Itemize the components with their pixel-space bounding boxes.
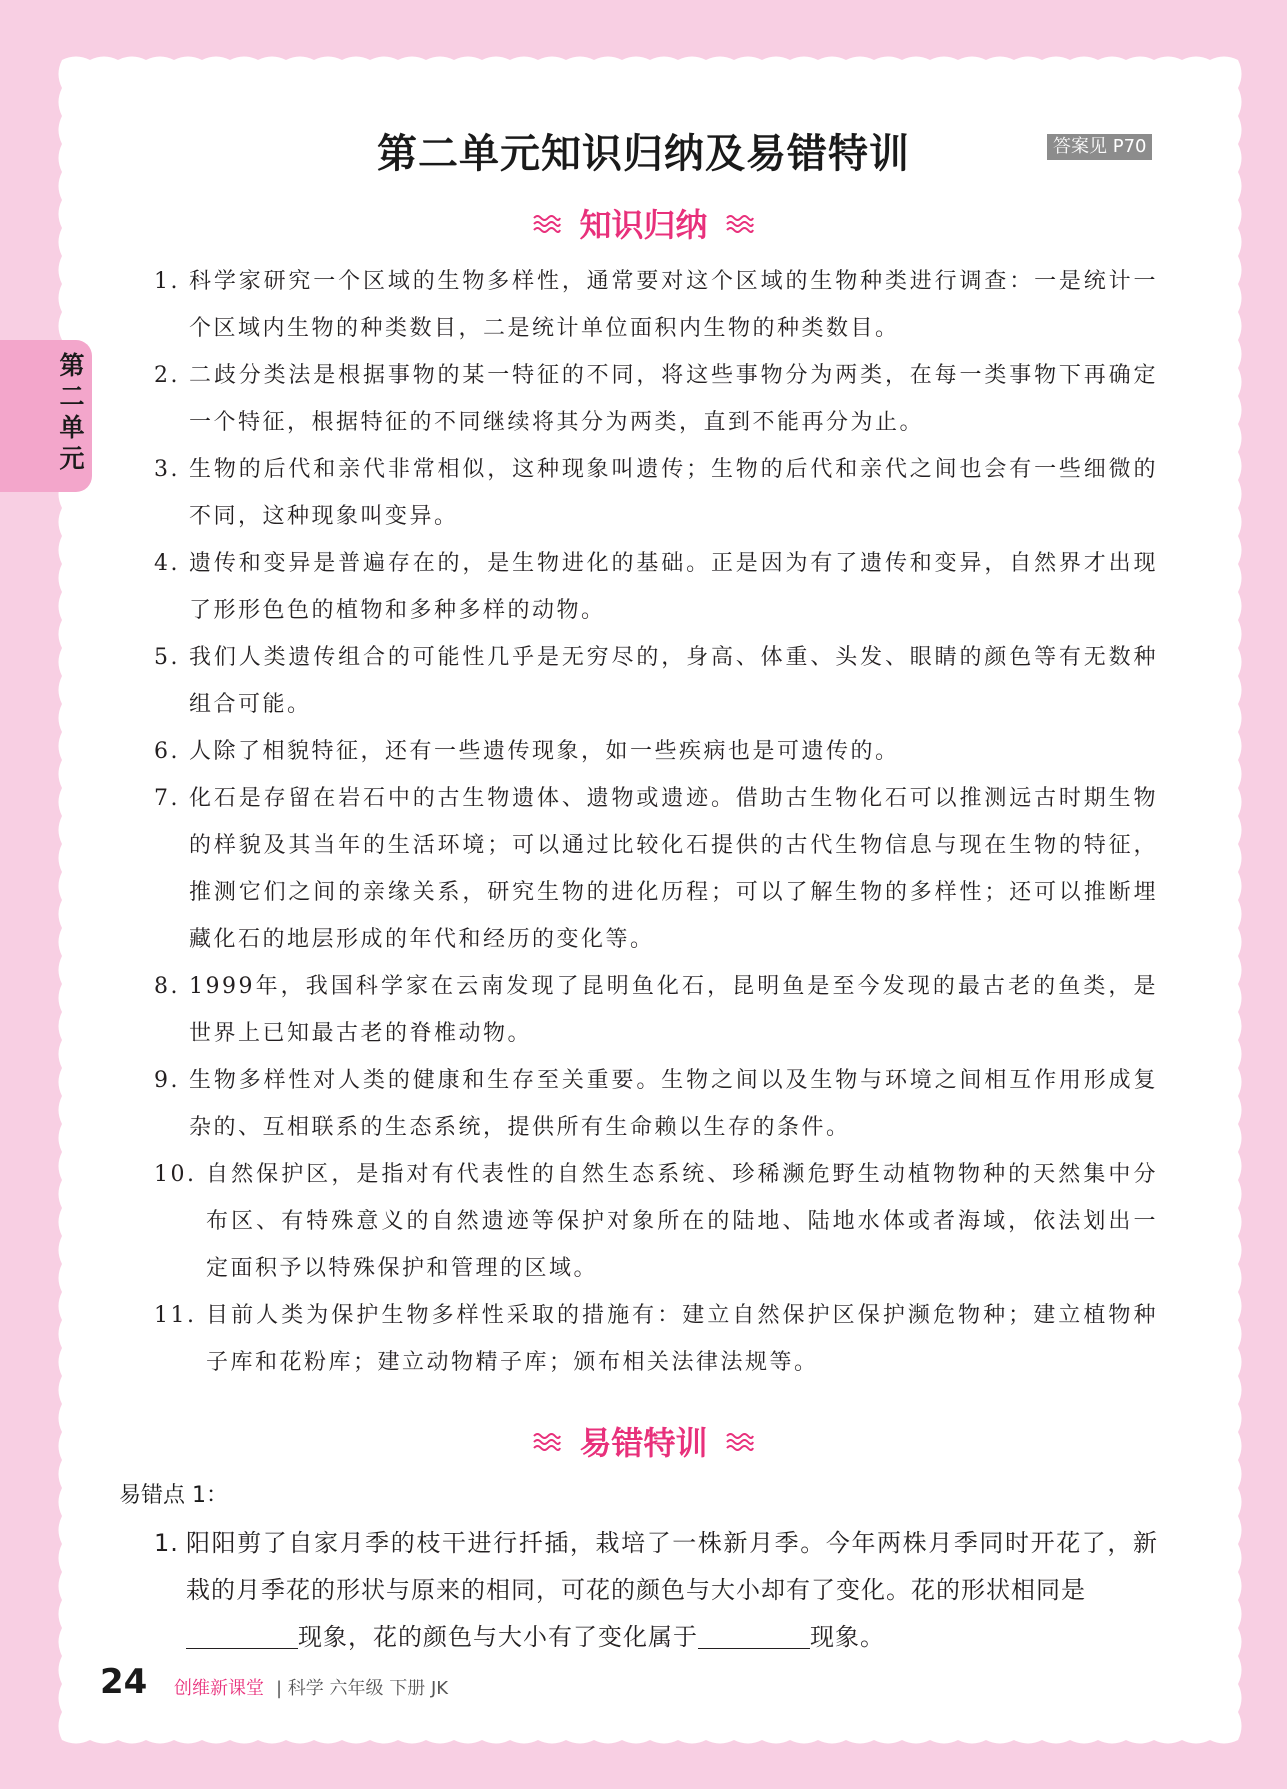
item-number: 7.	[154, 786, 180, 811]
item-number: 3.	[154, 457, 180, 482]
question-body	[154, 1520, 1158, 1661]
knowledge-item	[154, 634, 1158, 728]
item-text: 自然保护区，是指对有代表性的自然生态系统、珍稀濒危野生动植物物种的天然集中分布区、有特殊意义的自然遗迹等保护对象所在的陆地、陆地水体或者海域，依法划出一定面积予以特殊保护和管理的区域。	[206, 1162, 1158, 1281]
item-text: 生物多样性对人类的健康和生存至关重要。生物之间以及生物与环境之间相互作用形成复杂的、互相联系的生态系统，提供所有生命赖以生存的条件。	[189, 1068, 1158, 1140]
practice-question	[154, 1520, 1158, 1661]
errors-section-heading	[0, 1418, 1287, 1464]
answer-blank-2[interactable]	[698, 1621, 810, 1649]
item-number: 11.	[154, 1303, 197, 1328]
item-number: 10.	[154, 1162, 197, 1187]
item-number: 5.	[154, 645, 180, 670]
item-number: 9.	[154, 1068, 180, 1093]
error-point-label: 易错点 1：	[119, 1483, 228, 1508]
answer-reference-badge: 答案见 P70	[1047, 134, 1152, 160]
page-number: 24	[100, 1662, 148, 1702]
item-text: 目前人类为保护生物多样性采取的措施有：建立自然保护区保护濒危物种；建立植物种子库和花粉库；建立动物精子库；颁布相关法律法规等。	[206, 1303, 1158, 1375]
page-title: 第二单元知识归纳及易错特训	[377, 131, 910, 177]
knowledge-heading-label: 知识归纳	[579, 206, 708, 244]
question-number: 1.	[154, 1529, 179, 1557]
item-text: 遗传和变异是普遍存在的，是生物进化的基础。正是因为有了遗传和变异，自然界才出现了形形色色的植物和多种多样的动物。	[189, 551, 1158, 623]
item-number: 4.	[154, 551, 180, 576]
knowledge-list	[154, 258, 1158, 1386]
item-text: 我们人类遗传组合的可能性几乎是无穷尽的，身高、体重、头发、眼睛的颜色等有无数种组合可能。	[189, 645, 1158, 717]
item-number: 6.	[154, 739, 180, 764]
wave-icon	[725, 1431, 755, 1451]
item-number: 8.	[154, 974, 180, 999]
question-text-a: 阳阳剪了自家月季的枝干进行扦插，栽培了一株新月季。今年两株月季同时开花了，新栽的月季花的形状与原来的相同，可花的颜色与大小却有了变化。花的形状相同是	[186, 1529, 1158, 1604]
knowledge-item	[154, 540, 1158, 634]
question-text-c: 现象。	[810, 1623, 885, 1651]
item-number: 1.	[154, 269, 180, 294]
footer-brand: 创维新课堂	[174, 1678, 264, 1699]
answer-blank-1[interactable]	[186, 1621, 298, 1649]
item-text: 人除了相貌特征，还有一些遗传现象，如一些疾病也是可遗传的。	[189, 739, 900, 764]
footer-book-info: | 科学 六年级 下册 JK	[276, 1678, 449, 1699]
item-number: 2.	[154, 363, 180, 388]
item-text: 化石是存留在岩石中的古生物遗体、遗物或遗迹。借助古生物化石可以推测远古时期生物的样貌及其当年的生活环境；可以通过比较化石提供的古代生物信息与现在生物的特征，推测它们之间的亲缘关系，研究生物的进化历程；可以了解生物的多样性；还可以推断埋藏化石的地层形成的年代和经历的变化等。	[189, 786, 1158, 952]
knowledge-item	[154, 446, 1158, 540]
item-text: 科学家研究一个区域的生物多样性，通常要对这个区域的生物种类进行调查：一是统计一个区域内生物的种类数目，二是统计单位面积内生物的种类数目。	[189, 269, 1158, 341]
knowledge-item	[154, 1292, 1158, 1386]
knowledge-section-heading	[0, 200, 1287, 246]
knowledge-item	[154, 258, 1158, 352]
knowledge-item	[154, 963, 1158, 1057]
item-text: 1999年，我国科学家在云南发现了昆明鱼化石，昆明鱼是至今发现的最古老的鱼类，是世界上已知最古老的脊椎动物。	[189, 974, 1158, 1046]
knowledge-item	[154, 775, 1158, 963]
knowledge-item	[154, 1057, 1158, 1151]
unit-side-tab-label: 第二单元	[59, 351, 85, 473]
wave-icon	[532, 1431, 562, 1451]
unit-side-tab	[0, 340, 92, 492]
errors-heading-label: 易错特训	[579, 1424, 708, 1462]
item-text: 生物的后代和亲代非常相似，这种现象叫遗传；生物的后代和亲代之间也会有一些细微的不同，这种现象叫变异。	[189, 457, 1158, 529]
knowledge-item	[154, 1151, 1158, 1292]
knowledge-item	[154, 728, 1158, 775]
question-text-b: 现象，花的颜色与大小有了变化属于	[298, 1623, 698, 1651]
item-text: 二歧分类法是根据事物的某一特征的不同，将这些事物分为两类，在每一类事物下再确定一个特征，根据特征的不同继续将其分为两类，直到不能再分为止。	[189, 363, 1158, 435]
wave-icon	[532, 213, 562, 233]
knowledge-item	[154, 352, 1158, 446]
wave-icon	[725, 213, 755, 233]
